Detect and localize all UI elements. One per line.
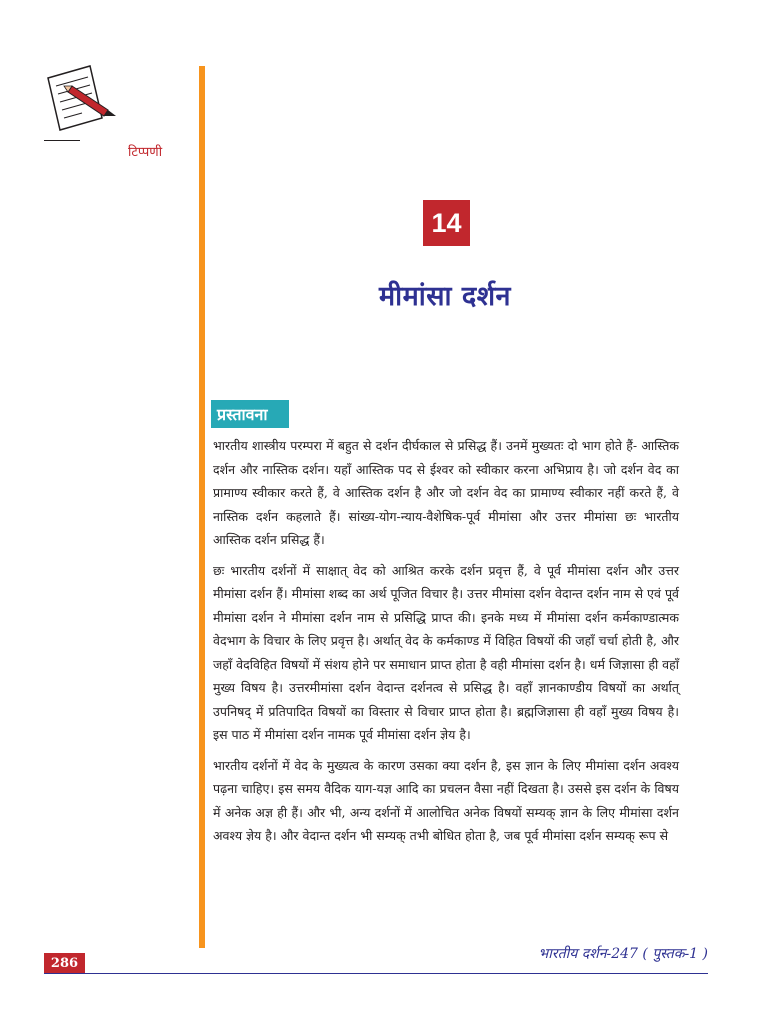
paragraph-3: भारतीय दर्शनों में वेद के मुख्यत्व के कारण उसका क्या दर्शन है, इस ज्ञान के लिए मीमांसा दर्शन अवश्य पढ़ना चाहिए। इस समय वैदिक याग-यज्ञ आदि का प्रचलन वैसा नहीं दिखता है। उससे इस दर्शन के विषय में अनेक अज्ञ ही हैं। और भी, अन्य दर्शनों में आलोचित अनेक विषयों सम्यक् ज्ञान के लिए मीमांसा दर्शन अवश्य ज्ञेय है। और वेदान्त दर्शन भी सम्यक् तभी बोधित होता है, जब पूर्व मीमांसा दर्शन सम्यक् रूप से (213, 757, 679, 843)
footer-divider (44, 973, 708, 974)
notes-with-pencil-icon (42, 64, 120, 132)
margin-divider (44, 140, 80, 141)
paragraph-1: भारतीय शास्त्रीय परम्परा में बहुत से दर्शन दीर्घकाल से प्रसिद्ध हैं। उनमें मुख्यतः दो भाग होते हैं- आस्तिक दर्शन और नास्तिक दर्शन। यहाँ आस्तिक पद से ईश्वर को स्वीकार करना अभिप्राय है। जो दर्शन वेद का प्रामाण्य स्वीकार करते हैं, वे आस्तिक दर्शन है और जो दर्शन वेद का प्रामाण्य स्वीकार नहीं करते हैं, वे नास्तिक दर्शन कहलाते हैं। सांख्य-योग-न्याय-वैशेषिक-पूर्व मीमांसा और उत्तर मीमांसा छः भारतीय आस्तिक दर्शन प्रसिद्ध हैं। (213, 438, 679, 547)
chapter-title: मीमांसा दर्शन (378, 281, 512, 312)
chapter-number-badge: 14 (423, 200, 470, 246)
margin-notes-label: टिप्पणी (128, 145, 163, 160)
page-number-badge: 286 (44, 953, 85, 974)
body-text (213, 434, 679, 855)
section-heading: प्रस्तावना (211, 400, 289, 428)
footer-book-title: भारतीय दर्शन-247 ( पुस्तक-1 ) (538, 946, 708, 962)
margin-vertical-bar (199, 66, 205, 948)
paragraph-2: छः भारतीय दर्शनों में साक्षात् वेद को आश्रित करके दर्शन प्रवृत्त हैं, वे पूर्व मीमांसा दर्शन और उत्तर मीमांसा दर्शन हैं। मीमांसा शब्द का अर्थ पूजित विचार है। उत्तर मीमांसा दर्शन वेदान्त दर्शन नाम से एवं पूर्व मीमांसा दर्शन ने मीमांसा दर्शन नाम से प्रसिद्धि प्राप्त की। इनके मध्य में मीमांसा दर्शन कर्मकाण्डात्मक वेदभाग के विचार के लिए प्रवृत्त है। अर्थात् वेद के कर्मकाण्ड में विहित विषयों की जहाँ चर्चा होती है, और जहाँ वेदविहित विषयों में संशय होने पर समाधान प्राप्त होता है वही मीमांसा दर्शन है। धर्म जिज्ञासा ही वहाँ मुख्य विषय है। उत्तरमीमांसा दर्शन वेदान्त दर्शनत्व से प्रसिद्ध है। वहाँ ज्ञानकाण्डीय विषयों का अर्थात् उपनिषद् में प्रतिपादित विषयों का विस्तार से विचार प्राप्त होता है। ब्रह्मजिज्ञासा ही वहाँ मुख्य विषय है। इस पाठ में मीमांसा दर्शन नामक पूर्व मीमांसा दर्शन ज्ञेय है। (213, 562, 679, 742)
